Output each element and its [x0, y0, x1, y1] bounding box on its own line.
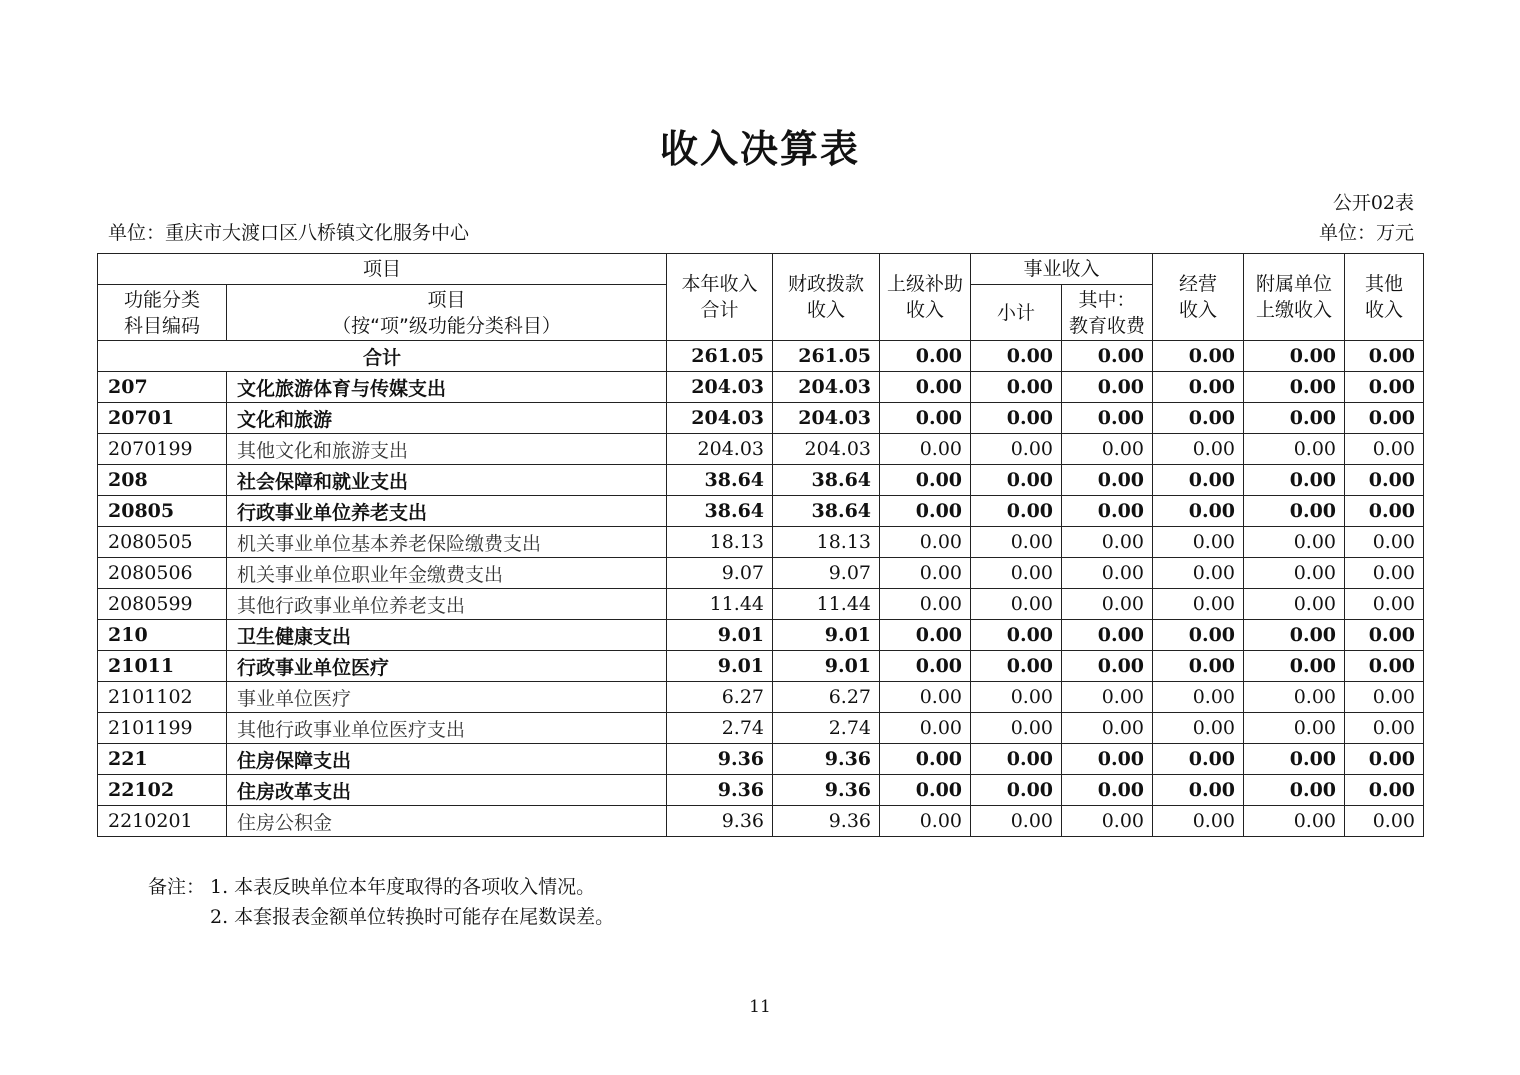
cell-value: 0.00: [1062, 527, 1153, 558]
cell-value: 6.27: [773, 682, 880, 713]
cell-value: 0.00: [1244, 744, 1345, 775]
cell-value: 0.00: [1153, 558, 1244, 589]
cell-value: 261.05: [667, 341, 773, 372]
cell-value: 0.00: [1153, 682, 1244, 713]
cell-value: 0.00: [1153, 620, 1244, 651]
cell-value: 9.01: [773, 651, 880, 682]
cell-code: 208: [98, 465, 227, 496]
cell-value: 0.00: [971, 620, 1062, 651]
header-subtotal: 小计: [971, 285, 1062, 341]
cell-code: 21011: [98, 651, 227, 682]
cell-value: 11.44: [773, 589, 880, 620]
cell-value: 0.00: [1345, 527, 1424, 558]
cell-value: 0.00: [1345, 775, 1424, 806]
cell-name: 其他文化和旅游支出: [227, 434, 667, 465]
cell-value: 0.00: [1062, 465, 1153, 496]
cell-value: 11.44: [667, 589, 773, 620]
header-func-code: 功能分类 科目编码: [98, 285, 227, 341]
note-item: 1. 本表反映单位本年度取得的各项收入情况。: [210, 876, 596, 898]
cell-value: 6.27: [667, 682, 773, 713]
note-item: 2. 本套报表金额单位转换时可能存在尾数误差。: [210, 906, 615, 928]
table-row: [98, 589, 1424, 620]
cell-value: 0.00: [1153, 744, 1244, 775]
cell-value: 0.00: [971, 403, 1062, 434]
cell-code: 2080505: [98, 527, 227, 558]
cell-value: 0.00: [1153, 434, 1244, 465]
cell-name: 社会保障和就业支出: [227, 465, 667, 496]
currency-unit: 单位：万元: [1318, 222, 1414, 244]
notes: [148, 872, 614, 932]
cell-value: 0.00: [880, 372, 971, 403]
cell-value: 0.00: [1153, 775, 1244, 806]
cell-value: 38.64: [773, 465, 880, 496]
cell-value: 9.36: [773, 775, 880, 806]
form-number: 公开02表: [1332, 192, 1414, 214]
cell-value: 0.00: [1244, 372, 1345, 403]
cell-value: 0.00: [971, 434, 1062, 465]
cell-value: 0.00: [880, 589, 971, 620]
cell-code: 2080506: [98, 558, 227, 589]
header-affiliated: 附属单位 上缴收入: [1244, 254, 1345, 341]
cell-value: 0.00: [1153, 341, 1244, 372]
cell-value: 0.00: [880, 465, 971, 496]
cell-value: 0.00: [971, 589, 1062, 620]
cell-value: 0.00: [1153, 651, 1244, 682]
cell-value: 9.01: [773, 620, 880, 651]
cell-value: 0.00: [1062, 558, 1153, 589]
table-row: [98, 682, 1424, 713]
cell-value: 0.00: [1244, 682, 1345, 713]
cell-value: 0.00: [880, 434, 971, 465]
cell-value: 0.00: [1244, 651, 1345, 682]
cell-value: 0.00: [880, 496, 971, 527]
cell-value: 9.07: [773, 558, 880, 589]
cell-value: 0.00: [971, 558, 1062, 589]
cell-name: 行政事业单位医疗: [227, 651, 667, 682]
header-total: 本年收入 合计: [667, 254, 773, 341]
cell-value: 0.00: [1153, 403, 1244, 434]
cell-value: 0.00: [1345, 341, 1424, 372]
cell-value: 0.00: [880, 341, 971, 372]
cell-name: 机关事业单位职业年金缴费支出: [227, 558, 667, 589]
cell-value: 0.00: [1345, 496, 1424, 527]
cell-value: 38.64: [773, 496, 880, 527]
cell-value: 38.64: [667, 496, 773, 527]
cell-code: 2101102: [98, 682, 227, 713]
cell-value: 0.00: [1244, 341, 1345, 372]
cell-name: 卫生健康支出: [227, 620, 667, 651]
cell-value: 0.00: [971, 372, 1062, 403]
cell-code: 210: [98, 620, 227, 651]
cell-name: 其他行政事业单位养老支出: [227, 589, 667, 620]
cell-value: 0.00: [1345, 620, 1424, 651]
cell-value: 0.00: [1345, 434, 1424, 465]
cell-value: 9.36: [667, 806, 773, 837]
cell-value: 0.00: [971, 713, 1062, 744]
header-business: 经营 收入: [1153, 254, 1244, 341]
table-row: [98, 403, 1424, 434]
income-table: [97, 253, 1424, 837]
cell-value: 0.00: [1345, 372, 1424, 403]
table-row: [98, 465, 1424, 496]
total-label: 合计: [98, 341, 667, 372]
cell-value: 0.00: [1153, 527, 1244, 558]
header-fiscal: 财政拨款 收入: [773, 254, 880, 341]
cell-value: 0.00: [1244, 527, 1345, 558]
cell-value: 0.00: [880, 651, 971, 682]
cell-value: 0.00: [880, 558, 971, 589]
table-row: [98, 806, 1424, 837]
total-row: [98, 341, 1424, 372]
cell-value: 0.00: [1062, 589, 1153, 620]
cell-value: 204.03: [667, 372, 773, 403]
cell-value: 0.00: [1345, 806, 1424, 837]
cell-value: 38.64: [667, 465, 773, 496]
cell-value: 9.36: [773, 744, 880, 775]
cell-value: 0.00: [971, 496, 1062, 527]
notes-label: 备注：: [148, 876, 206, 898]
cell-value: 0.00: [1062, 403, 1153, 434]
cell-value: 204.03: [773, 434, 880, 465]
cell-value: 204.03: [773, 372, 880, 403]
header-upper: 上级补助 收入: [880, 254, 971, 341]
cell-value: 9.36: [773, 806, 880, 837]
cell-value: 0.00: [1062, 713, 1153, 744]
page-number: 11: [749, 997, 771, 1017]
table-row: [98, 744, 1424, 775]
table-row: [98, 372, 1424, 403]
cell-value: 0.00: [1345, 682, 1424, 713]
cell-value: 0.00: [1345, 713, 1424, 744]
cell-code: 2210201: [98, 806, 227, 837]
cell-value: 0.00: [971, 806, 1062, 837]
cell-value: 0.00: [880, 775, 971, 806]
cell-value: 261.05: [773, 341, 880, 372]
cell-value: 9.01: [667, 620, 773, 651]
cell-value: 0.00: [1062, 775, 1153, 806]
cell-value: 0.00: [1244, 775, 1345, 806]
cell-code: 2101199: [98, 713, 227, 744]
cell-value: 0.00: [880, 806, 971, 837]
cell-value: 0.00: [1153, 496, 1244, 527]
cell-value: 0.00: [1345, 403, 1424, 434]
cell-value: 0.00: [1244, 620, 1345, 651]
cell-value: 204.03: [667, 403, 773, 434]
cell-value: 0.00: [1244, 589, 1345, 620]
cell-value: 9.36: [667, 775, 773, 806]
cell-value: 0.00: [1345, 558, 1424, 589]
cell-name: 行政事业单位养老支出: [227, 496, 667, 527]
cell-value: 0.00: [1062, 496, 1153, 527]
cell-value: 0.00: [1062, 682, 1153, 713]
table-row: [98, 620, 1424, 651]
cell-code: 221: [98, 744, 227, 775]
cell-value: 0.00: [1244, 403, 1345, 434]
table-row: [98, 775, 1424, 806]
reporting-unit: 单位：重庆市大渡口区八桥镇文化服务中心: [108, 222, 470, 244]
cell-value: 0.00: [1244, 558, 1345, 589]
cell-value: 0.00: [1345, 651, 1424, 682]
cell-value: 0.00: [1062, 372, 1153, 403]
cell-value: 204.03: [773, 403, 880, 434]
cell-code: 2070199: [98, 434, 227, 465]
cell-value: 0.00: [880, 527, 971, 558]
cell-name: 事业单位医疗: [227, 682, 667, 713]
cell-value: 0.00: [1062, 620, 1153, 651]
cell-name: 住房公积金: [227, 806, 667, 837]
table-body: [98, 341, 1424, 837]
table-row: [98, 434, 1424, 465]
cell-value: 0.00: [1153, 372, 1244, 403]
header-career: 事业收入: [971, 254, 1153, 285]
cell-code: 2080599: [98, 589, 227, 620]
header-other: 其他 收入: [1345, 254, 1424, 341]
cell-name: 住房改革支出: [227, 775, 667, 806]
cell-code: 207: [98, 372, 227, 403]
cell-code: 22102: [98, 775, 227, 806]
cell-value: 2.74: [773, 713, 880, 744]
cell-value: 9.36: [667, 744, 773, 775]
cell-value: 0.00: [971, 341, 1062, 372]
cell-value: 0.00: [1345, 744, 1424, 775]
cell-name: 文化和旅游: [227, 403, 667, 434]
cell-value: 0.00: [880, 403, 971, 434]
cell-name: 机关事业单位基本养老保险缴费支出: [227, 527, 667, 558]
cell-value: 18.13: [667, 527, 773, 558]
table-row: [98, 496, 1424, 527]
table-row: [98, 558, 1424, 589]
cell-value: 0.00: [1062, 651, 1153, 682]
cell-code: 20701: [98, 403, 227, 434]
cell-value: 0.00: [1345, 465, 1424, 496]
cell-name: 其他行政事业单位医疗支出: [227, 713, 667, 744]
cell-value: 0.00: [971, 651, 1062, 682]
header-edu-fee: 其中： 教育收费: [1062, 285, 1153, 341]
cell-value: 0.00: [1153, 465, 1244, 496]
cell-value: 0.00: [971, 527, 1062, 558]
cell-value: 0.00: [971, 682, 1062, 713]
cell-value: 0.00: [1244, 496, 1345, 527]
cell-value: 9.01: [667, 651, 773, 682]
table-header: [98, 254, 1424, 341]
cell-value: 0.00: [1244, 434, 1345, 465]
cell-value: 9.07: [667, 558, 773, 589]
table-row: [98, 651, 1424, 682]
header-item: 项目: [98, 254, 667, 285]
cell-value: 2.74: [667, 713, 773, 744]
cell-name: 住房保障支出: [227, 744, 667, 775]
cell-value: 0.00: [880, 744, 971, 775]
cell-value: 0.00: [1062, 806, 1153, 837]
cell-value: 0.00: [1153, 713, 1244, 744]
cell-value: 204.03: [667, 434, 773, 465]
cell-name: 文化旅游体育与传媒支出: [227, 372, 667, 403]
cell-value: 18.13: [773, 527, 880, 558]
cell-value: 0.00: [880, 620, 971, 651]
cell-value: 0.00: [1244, 806, 1345, 837]
cell-value: 0.00: [1062, 341, 1153, 372]
cell-value: 0.00: [1153, 806, 1244, 837]
cell-value: 0.00: [1345, 589, 1424, 620]
cell-value: 0.00: [971, 744, 1062, 775]
cell-value: 0.00: [880, 713, 971, 744]
cell-value: 0.00: [880, 682, 971, 713]
table-row: [98, 713, 1424, 744]
page-title: 收入决算表: [659, 127, 860, 171]
cell-value: 0.00: [1244, 465, 1345, 496]
cell-value: 0.00: [1062, 744, 1153, 775]
header-item-name: 项目 （按“项”级功能分类科目）: [227, 285, 667, 341]
cell-value: 0.00: [971, 775, 1062, 806]
cell-value: 0.00: [1153, 589, 1244, 620]
cell-value: 0.00: [1244, 713, 1345, 744]
cell-code: 20805: [98, 496, 227, 527]
table-row: [98, 527, 1424, 558]
cell-value: 0.00: [1062, 434, 1153, 465]
cell-value: 0.00: [971, 465, 1062, 496]
